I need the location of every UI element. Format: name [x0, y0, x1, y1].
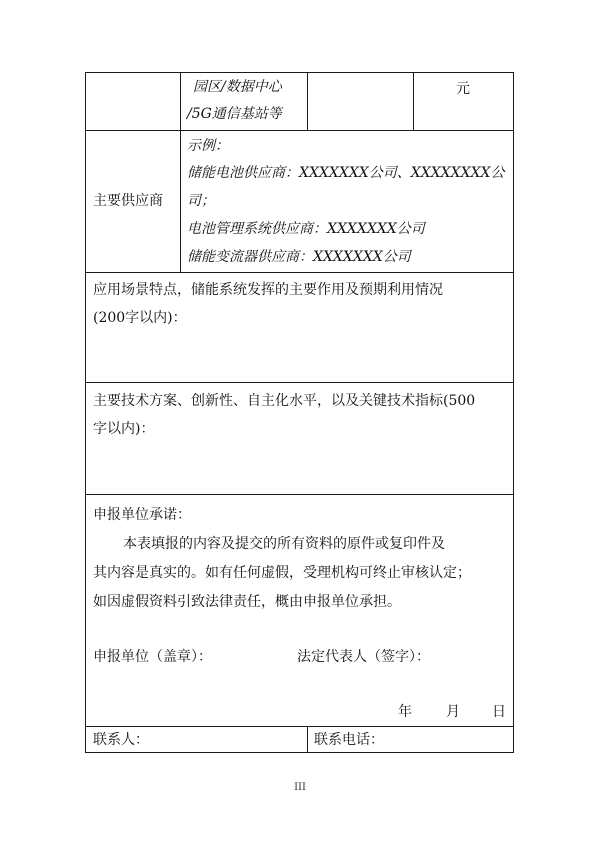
col-divider-mid: [307, 72, 308, 130]
unit-seal-label: 申报单位（盖章）：: [93, 649, 212, 665]
page-number: III: [294, 782, 306, 793]
table-border-left: [85, 72, 86, 753]
table-border-top: [85, 72, 514, 73]
unit-yuan: 元: [456, 81, 470, 97]
contact-person-label: 联系人：: [93, 732, 149, 748]
suppliers-label: 主要供应商: [93, 193, 163, 209]
suppliers-line-3: 司；: [187, 193, 215, 209]
row-divider-5: [85, 726, 514, 727]
table-border-right: [513, 72, 514, 753]
commitment-line3: 如因虚假资料引致法律责任，概由申报单位承担。: [93, 594, 401, 610]
legal-rep-sign-label: 法定代表人（签字）：: [297, 649, 430, 665]
col-divider-contact: [307, 726, 308, 752]
col-divider-unit: [413, 72, 414, 130]
commitment-line2: 其内容是真实的。如有任何虚假，受理机构可终止审核认定；: [93, 565, 471, 581]
col-divider-label: [180, 72, 181, 272]
row-divider-2: [85, 272, 514, 273]
site-type-line1: 园区/数据中心: [193, 79, 282, 95]
row-divider-3: [85, 382, 514, 383]
date-month: 月: [446, 704, 460, 720]
site-type-line2: /5G通信基站等: [187, 106, 282, 122]
suppliers-line-2: 储能电池供应商：XXXXXXX公司、XXXXXXXX公: [187, 165, 505, 181]
contact-phone-label: 联系电话：: [314, 732, 384, 748]
tech-prompt-line1: 主要技术方案、创新性、自主化水平，以及关键技术指标(500: [93, 393, 476, 409]
commitment-line1: 本表填报的内容及提交的所有资料的原件或复印件及: [123, 536, 445, 552]
scenario-prompt-line1: 应用场景特点，储能系统发挥的主要作用及预期利用情况: [93, 282, 443, 298]
suppliers-line-5: 储能变流器供应商：XXXXXXX公司: [187, 249, 411, 265]
date-year: 年: [398, 704, 412, 720]
row-divider-1: [85, 130, 514, 131]
suppliers-line-1: 示例：: [187, 138, 229, 154]
table-border-bottom: [85, 752, 514, 753]
date-day: 日: [492, 704, 506, 720]
tech-prompt-line2: 字以内)：: [93, 421, 155, 437]
suppliers-line-4: 电池管理系统供应商：XXXXXXX公司: [187, 221, 425, 237]
row-divider-4: [85, 494, 514, 495]
scenario-prompt-line2: (200字以内)：: [93, 310, 187, 326]
commitment-title: 申报单位承诺：: [93, 507, 191, 523]
